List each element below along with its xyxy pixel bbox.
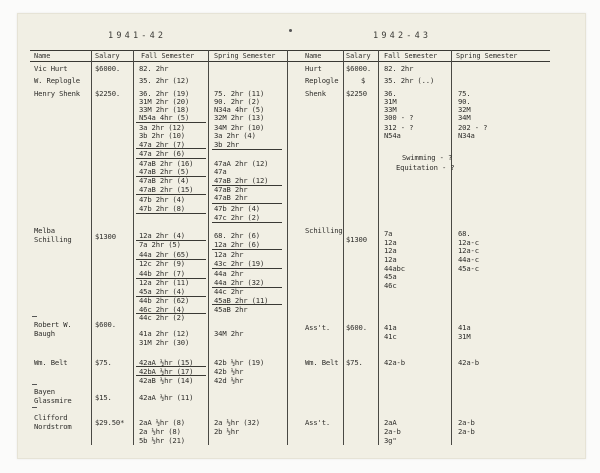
salary-cell: $15. [95,393,112,402]
course-cell: 42b ½hr (19) [214,358,265,367]
course-cell: 7a 2hr (5) [139,240,181,249]
salary-cell: $29.50* [95,418,125,427]
col-divider [208,50,209,445]
salary-cell: $75. [346,358,363,367]
course-cell: N34a 4hr (5) [214,105,265,114]
course-cell: 35. 2hr (12) [139,76,190,85]
col-divider [378,50,379,445]
course-cell: 44a 2hr (65) [139,250,190,259]
course-cell: 42d ½hr [214,376,244,385]
name-cell: Replogle [305,76,339,85]
course-cell: 5b ½hr (21) [139,436,185,445]
course-cell: 44abc [384,264,405,273]
note-text: Equitation - ? [396,163,455,172]
document-sheet [17,13,586,459]
course-cell: 12a 2hr [214,250,244,259]
header-spring: Spring Semester [456,52,518,60]
course-cell: 2b ½hr [214,427,240,436]
course-cell: 34M [458,113,471,122]
course-cell: 2a-b [458,418,475,427]
course-cell: 47aA 2hr (12) [214,159,269,168]
course-cell: 12a [384,255,397,264]
course-cell: 68. [458,229,471,238]
course-cell: 45a-c [458,264,479,273]
header-rule-bottom [30,61,550,62]
course-cell: 31M [458,332,471,341]
course-cell: 2a-b [384,427,401,436]
name-cell: Baugh [34,329,55,338]
col-divider [287,50,288,445]
course-cell: 12a-c [458,238,479,247]
name-cell: Ass't. [305,323,331,332]
course-cell: N34a [458,131,475,140]
course-cell: 82. 2hr [384,64,414,73]
course-cell: 45aB 2hr [214,305,248,314]
course-cell: 7a [384,229,393,238]
course-cell: 41a [384,323,397,332]
name-cell: Nordstrom [34,422,72,431]
course-cell: 41a [458,323,471,332]
salary-cell: $600. [346,323,367,332]
header-rule-top [30,50,550,51]
course-cell: 47b 2hr (4) [139,195,185,204]
course-cell: 2a-b [458,427,475,436]
course-cell: 3a 2hr (4) [214,131,256,140]
course-cell: 33M [384,105,397,114]
course-cell: 47a [214,167,227,176]
course-cell: 31M 2hr (30) [139,338,190,347]
salary-cell: $600. [95,320,116,329]
course-cell: 12a 2hr (11) [139,278,190,287]
col-divider [91,50,92,445]
course-cell: 42bA ½hr (17) [139,367,194,376]
course-cell: 42aB ½hr (14) [139,376,194,385]
course-cell: 12a [384,246,397,255]
salary-cell: $ [361,76,366,85]
course-cell: 12a [384,238,397,247]
course-cell: 42a-b [384,358,405,367]
salary-cell: $6000. [95,64,121,73]
col-divider [133,50,134,445]
course-cell: 47b 2hr (4) [214,204,260,213]
course-cell: 45aB 2hr (11) [214,296,269,305]
course-cell: 36. [384,89,397,98]
course-cell: 12c 2hr (9) [139,259,185,268]
course-cell: 3b 2hr (10) [139,131,185,140]
course-cell: 3a 2hr (12) [139,123,185,132]
course-cell: 47aB 2hr [214,185,248,194]
course-cell: 43c 2hr (19) [214,259,265,268]
course-cell: 90. [458,97,471,106]
header-salary: Salary [95,52,120,60]
name-cell: Ass't. [305,418,331,427]
header-salary: Salary [346,52,371,60]
salary-cell: $75. [95,358,112,367]
course-cell: 68. 2hr (6) [214,231,260,240]
year-title-right: 1942-43 [373,31,432,41]
course-cell: 44c 2hr (2) [139,313,185,322]
name-cell: Shenk [305,89,326,98]
course-cell: 31M [384,97,397,106]
course-cell: 75. 2hr (11) [214,89,265,98]
course-cell: 12a 2hr (4) [139,231,185,240]
course-cell: 202 - ? [458,123,488,132]
header-name: Name [305,52,322,60]
salary-cell: $2250. [95,89,121,98]
course-cell: 31M 2hr (20) [139,97,190,106]
course-cell: 47aB 2hr [214,193,248,202]
course-cell: 45a 2hr (4) [139,287,185,296]
course-cell: 32M 2hr (13) [214,113,265,122]
course-cell: 2a ½hr (32) [214,418,260,427]
course-cell: 42aA ½hr (11) [139,393,194,402]
header-fall: Fall Semester [384,52,438,60]
name-cell: Wm. Belt [34,358,68,367]
header-fall: Fall Semester [141,52,195,60]
course-cell: N54a [384,131,401,140]
salary-cell: $6000. [346,64,372,73]
course-cell: 42a-b [458,358,479,367]
course-cell: 3g" [384,436,397,445]
year-title-left: 1941-42 [108,31,167,41]
course-cell: 42aA ½hr (15) [139,358,194,367]
course-cell: 44b 2hr (7) [139,269,185,278]
course-cell: 44c 2hr [214,287,244,296]
name-cell: Vic Hurt [34,64,68,73]
course-cell: 44a 2hr (32) [214,278,265,287]
course-cell: 2aA [384,418,397,427]
name-cell: Bayen [34,387,55,396]
course-cell: 2aA ½hr (8) [139,418,185,427]
name-cell: Melba [34,226,55,235]
salary-cell: $2250 [346,89,367,98]
course-cell: 47aB 2hr (4) [139,176,190,185]
course-cell: 44a-c [458,255,479,264]
course-cell: 47aB 2hr (5) [139,167,190,176]
salary-cell: $1300 [346,235,367,244]
course-cell: 47b 2hr (8) [139,204,185,213]
col-divider [343,50,344,445]
name-cell: Henry Shenk [34,89,80,98]
course-cell: 33M 2hr (18) [139,105,190,114]
header-spring: Spring Semester [214,52,276,60]
name-cell: Robert W. [34,320,72,329]
course-cell: 46c [384,281,397,290]
course-cell: 300 - ? [384,113,414,122]
note-text: Swimming - ? [402,153,453,162]
name-cell: Wm. Belt [305,358,339,367]
course-cell: 12a 2hr (6) [214,240,260,249]
course-cell: 47aB 2hr (15) [139,185,194,194]
course-cell: 41a 2hr (12) [139,329,190,338]
course-cell: 32M [458,105,471,114]
course-cell: 35. 2hr (..) [384,76,435,85]
course-cell: 47a 2hr (6) [139,149,185,158]
col-divider [451,50,452,445]
course-cell: 34M 2hr (10) [214,123,265,132]
course-cell: 44b 2hr (62) [139,296,190,305]
course-cell: 90. 2hr (2) [214,97,260,106]
course-cell: 82. 2hr [139,64,169,73]
course-cell: 47aB 2hr (16) [139,159,194,168]
header-name: Name [34,52,51,60]
course-cell: 44a 2hr [214,269,244,278]
course-cell: 46c 2hr (4) [139,305,185,314]
course-cell: 45a [384,272,397,281]
name-cell: Schilling [34,235,72,244]
name-cell: W. Replogle [34,76,80,85]
course-cell: 3b 2hr [214,140,240,149]
course-cell: 312 - ? [384,123,414,132]
name-cell: Hurt [305,64,322,73]
course-cell: 2a ½hr (8) [139,427,181,436]
salary-cell: $1300 [95,232,116,241]
course-cell: 47aB 2hr (12) [214,176,269,185]
course-cell: 12a-c [458,246,479,255]
course-cell: 75. [458,89,471,98]
course-cell: 47a 2hr (7) [139,140,185,149]
name-cell: Schilling [305,226,343,235]
course-cell: 41c [384,332,397,341]
course-cell: 47c 2hr (2) [214,213,260,222]
course-cell: 36. 2hr (19) [139,89,190,98]
course-cell: N54a 4hr (5) [139,113,190,122]
course-cell: 42b ½hr [214,367,244,376]
name-cell: Clifford [34,413,68,422]
punch-dot [289,29,292,32]
course-cell: 34M 2hr [214,329,244,338]
name-cell: Glassmire [34,396,72,405]
